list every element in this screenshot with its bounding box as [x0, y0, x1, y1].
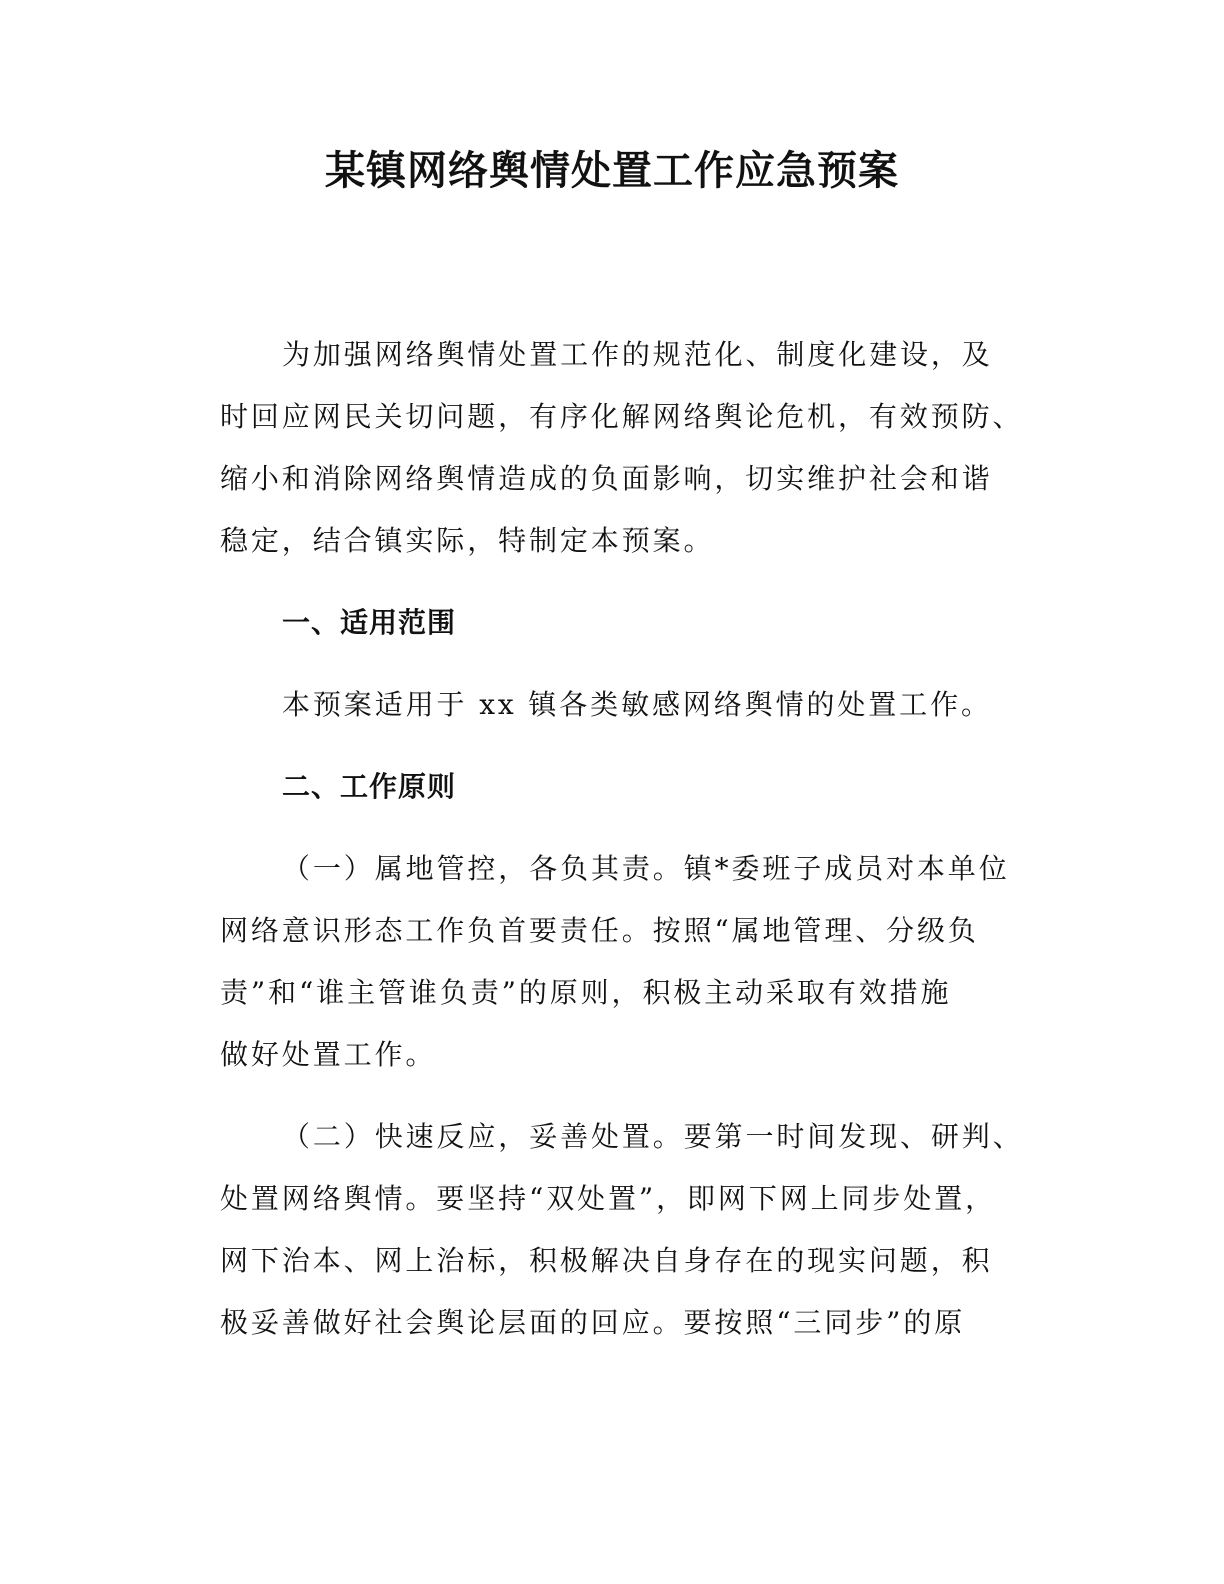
- intro-line-4: 稳定，结合镇实际，特制定本预案。: [220, 524, 715, 557]
- document-title: 某镇网络舆情处置工作应急预案: [325, 147, 899, 194]
- principle-1-line-3: 责”和“谁主管谁负责”的原则，积极主动采取有效措施: [220, 976, 952, 1009]
- spacer: [220, 572, 1040, 592]
- principle-2-line-2: 处置网络舆情。要坚持“双处置”，即网下网上同步处置，: [220, 1182, 997, 1215]
- principle-item-2: [220, 1106, 1040, 1354]
- intro-line-3: 缩小和消除网络舆情造成的负面影响，切实维护社会和谐: [220, 462, 993, 495]
- spacer: [220, 736, 1040, 756]
- spacer: [220, 818, 1040, 838]
- document-body: [220, 324, 1040, 1354]
- principle-1-line-1: （一）属地管控，各负其责。镇*委班子成员对本单位: [282, 852, 1010, 885]
- principle-1-line-2: 网络意识形态工作负首要责任。按照“属地管理、分级负: [220, 914, 979, 947]
- spacer: [220, 654, 1040, 674]
- principle-item-1: [220, 838, 1040, 1086]
- principle-2-line-4: 极妥善做好社会舆论层面的回应。要按照“三同步”的原: [220, 1306, 966, 1339]
- intro-line-1: 为加强网络舆情处置工作的规范化、制度化建设，及: [282, 338, 993, 371]
- intro-paragraph: [220, 324, 1040, 572]
- principle-1-line-4: 做好处置工作。: [220, 1038, 437, 1071]
- section-heading-principles: 二、工作原则: [282, 770, 457, 803]
- section-heading-scope: 一、适用范围: [282, 606, 457, 639]
- principle-2-line-3: 网下治本、网上治标，积极解决自身存在的现实问题，积: [220, 1244, 993, 1277]
- scope-paragraph: 本预案适用于 xx 镇各类敏感网络舆情的处置工作。: [282, 688, 992, 721]
- principle-2-line-1: （二）快速反应，妥善处置。要第一时间发现、研判、: [282, 1120, 1024, 1153]
- spacer: [220, 1086, 1040, 1106]
- intro-line-2: 时回应网民关切问题，有序化解网络舆论危机，有效预防、: [220, 400, 1024, 433]
